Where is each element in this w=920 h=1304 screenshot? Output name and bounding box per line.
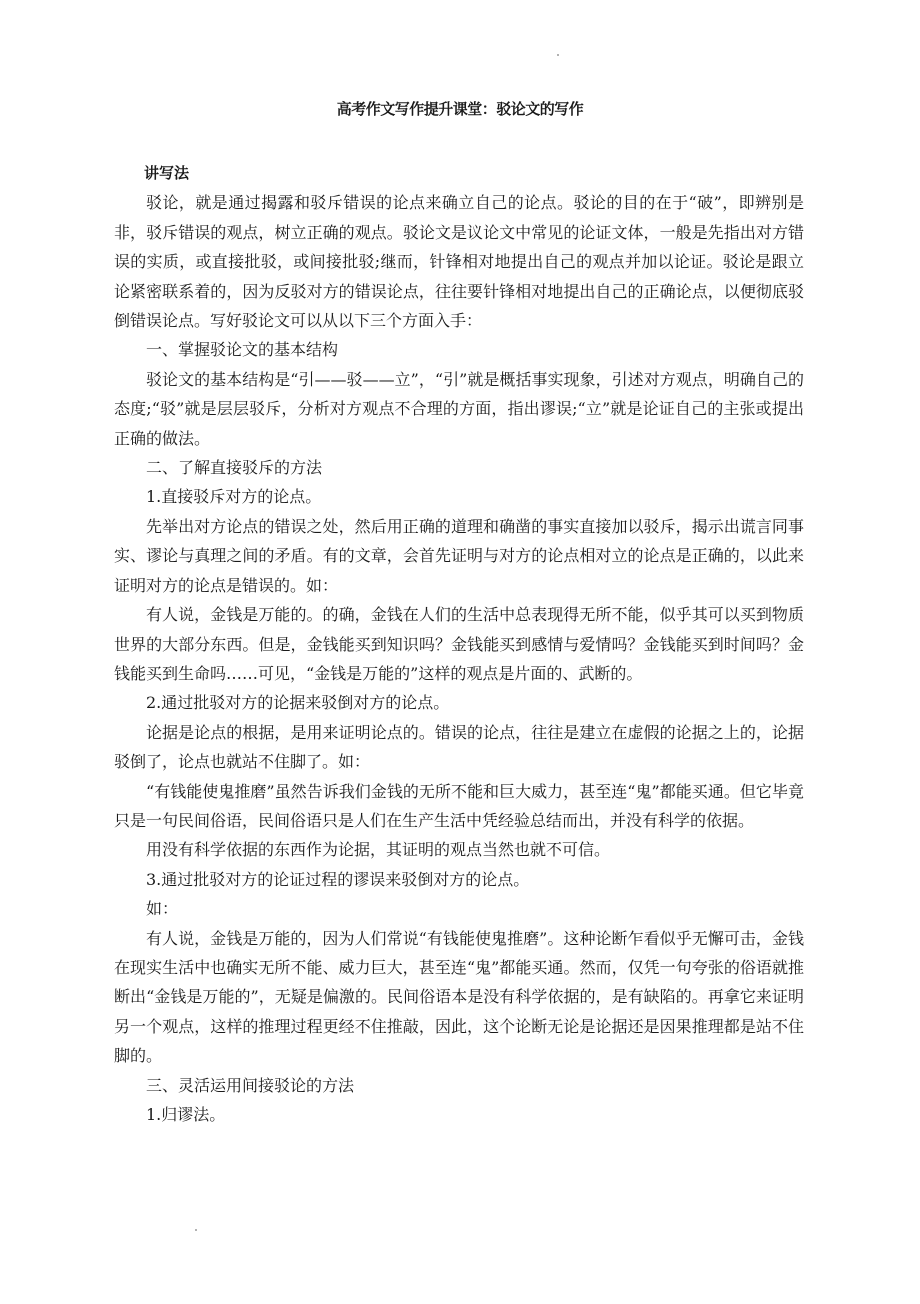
paragraph: 2.通过批驳对方的论据来驳倒对方的论点。: [146, 693, 450, 713]
paragraph: 论据是论点的根据，是用来证明论点的。错误的论点，往往是建立在虚假的论据之上的，论据驳倒了，论点也就站不住脚了。如：: [114, 722, 804, 772]
paragraph: 1.直接驳斥对方的论点。: [146, 487, 322, 507]
paragraph: 有人说，金钱是万能的。的确，金钱在人们的生活中总表现得无所不能，似乎其可以买到物质世界的大部分东西。但是，金钱能买到知识吗？金钱能买到感情与爱情吗？金钱能买到时间吗？金钱能买到生命吗……可见，“金钱是万能的”这样的观点是片面的、武断的。: [114, 605, 804, 683]
paragraph: 三、灵活运用间接驳论的方法: [146, 1075, 355, 1095]
paragraph: 一、掌握驳论文的基本结构: [146, 340, 339, 360]
paragraph: 驳论文的基本结构是“引——驳——立”，“引”就是概括事实现象，引述对方观点，明确自己的态度;“驳”就是层层驳斥，分析对方观点不合理的方面，指出谬误;“立”就是论证自己的主张或提出正确的做法。: [114, 369, 804, 448]
section-heading: 讲写法: [144, 164, 190, 182]
page-marker-dot: [557, 54, 559, 56]
paragraph: 3.通过批驳对方的论证过程的谬误来驳倒对方的论点。: [146, 869, 530, 889]
paragraph: 先举出对方论点的错误之处，然后用正确的道理和确凿的事实直接加以驳斥，揭示出谎言同事实、谬论与真理之间的矛盾。有的文章，会首先证明与对方的论点相对立的论点是正确的，以此来证明对方的论点是错误的。如：: [114, 516, 804, 595]
page-marker-dot: [195, 1229, 197, 1231]
document-title: 高考作文写作提升课堂：驳论文的写作: [336, 100, 584, 118]
paragraph: “有钱能使鬼推磨”虽然告诉我们金钱的无所不能和巨大威力，甚至连“鬼”都能买通。但它毕竟只是一句民间俗语，民间俗语只是人们在生产生活中凭经验总结而出，并没有科学的依据。: [114, 781, 804, 830]
document-body: [114, 159, 804, 1129]
paragraph: 用没有科学依据的东西作为论据，其证明的观点当然也就不可信。: [146, 840, 611, 860]
paragraph: 二、了解直接驳斥的方法: [146, 458, 323, 478]
paragraph: 驳论，就是通过揭露和驳斥错误的论点来确立自己的论点。驳论的目的在于“破”，即辨别是非，驳斥错误的观点，树立正确的观点。驳论文是议论文中常见的论证文体，一般是先指出对方错误的实质，或直接批驳，或间接批驳;继而，针锋相对地提出自己的观点并加以论证。驳论是跟立论紧密联系着的，因为反驳对方的错误论点，往往要针锋相对地提出自己的正确论点，以便彻底驳倒错误论点。写好驳论文可以从以下三个方面入手：: [114, 193, 804, 331]
paragraph: 如：: [146, 899, 179, 919]
paragraph: 1.归谬法。: [146, 1105, 226, 1124]
paragraph: 有人说，金钱是万能的，因为人们常说“有钱能使鬼推磨”。这种论断乍看似乎无懈可击，金钱在现实生活中也确实无所不能、威力巨大，甚至连“鬼”都能买通。然而，仅凭一句夸张的俗语就推断出“金钱是万能的”，无疑是偏激的。民间俗语本是没有科学依据的，是有缺陷的。再拿它来证明另一个观点，这样的推理过程更经不住推敲，因此，这个论断无论是论据还是因果推理都是站不住脚的。: [114, 928, 804, 1066]
